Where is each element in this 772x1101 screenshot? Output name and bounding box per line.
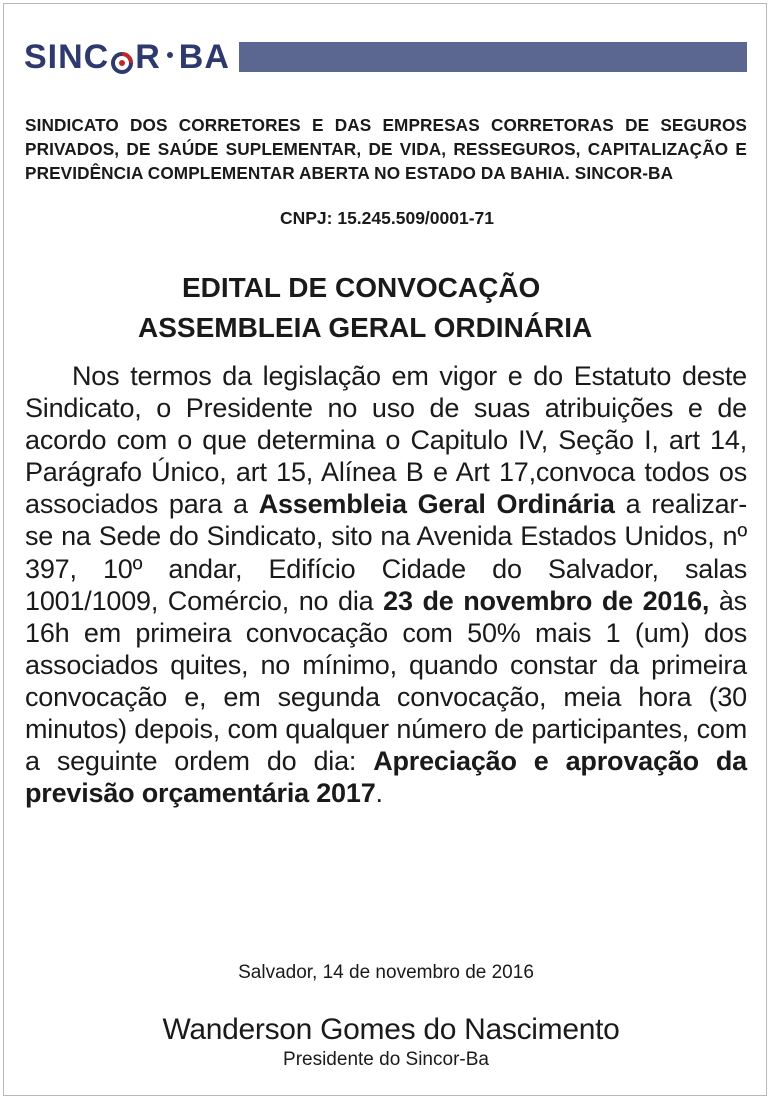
logo-text-left: SINC (24, 37, 110, 76)
signer-name: Wanderson Gomes do Nascimento (162, 1013, 620, 1046)
logo-dot (167, 52, 173, 58)
body-bold-date: 23 de novembro de 2016, (383, 585, 710, 616)
body-text-3: às 16h em primeira convocação com 50% mais 1 (um) dos associados quites, no mínimo, quando constar da primeira convocação e, em segunda convocação, meia hora (30 minutos) depois, com qualquer número de participantes, com a seguinte ordem do dia: (25, 585, 747, 777)
notice-subtitle: ASSEMBLEIA GERAL ORDINÁRIA (138, 312, 593, 343)
organization-name-text: SINDICATO DOS CORRETORES E DAS EMPRESAS CORRETORAS DE SEGUROS PRIVADOS, DE SAÚDE SUPLEMENTAR, DE VIDA, RESSEGUROS, CAPITALIZAÇÃO E PREVIDÊNCIA COMPLEMENTAR ABERTA NO ESTADO DA BAHIA. SINCOR-BA (25, 115, 747, 183)
body-bold-agenda: Apreciação e aprovação da previsão orçamentária 2017 (25, 746, 747, 809)
cnpj (0, 208, 772, 229)
organization-name (25, 113, 747, 185)
logo-ring-icon (110, 45, 134, 69)
signer-role: Presidente do Sincor-Ba (283, 1049, 489, 1070)
body-text-1: Nos termos da legislação em vigor e do Estatuto deste Sindicato, o Presidente no uso de suas atribuições e de acordo com o que determina o Capitulo IV, Seção I, art 14, Parágrafo Único, art 15, Alínea B e Art 17,convoca todos os associados para a (25, 361, 747, 520)
body-bold-assembly: Assembleia Geral Ordinária (258, 489, 615, 520)
logo-text-right: R (135, 37, 161, 76)
place-date: Salvador, 14 de novembro de 2016 (238, 962, 534, 983)
body-text-4: . (375, 778, 383, 809)
body-text-2: a realizar-se na Sede do Sindicato, sito na Avenida Estados Unidos, nº 397, 10º andar, Edifício Cidade do Salvador, salas 1001/1009, Comércio, no dia (25, 489, 747, 616)
notice-body (25, 360, 747, 809)
sincor-logo (24, 36, 230, 78)
letterhead (24, 36, 748, 78)
notice-title: EDITAL DE CONVOCAÇÃO (182, 272, 541, 303)
header-bar (239, 42, 747, 72)
cnpj-text: CNPJ: 15.245.509/0001-71 (279, 208, 495, 228)
logo-text-suffix: BA (178, 37, 230, 76)
